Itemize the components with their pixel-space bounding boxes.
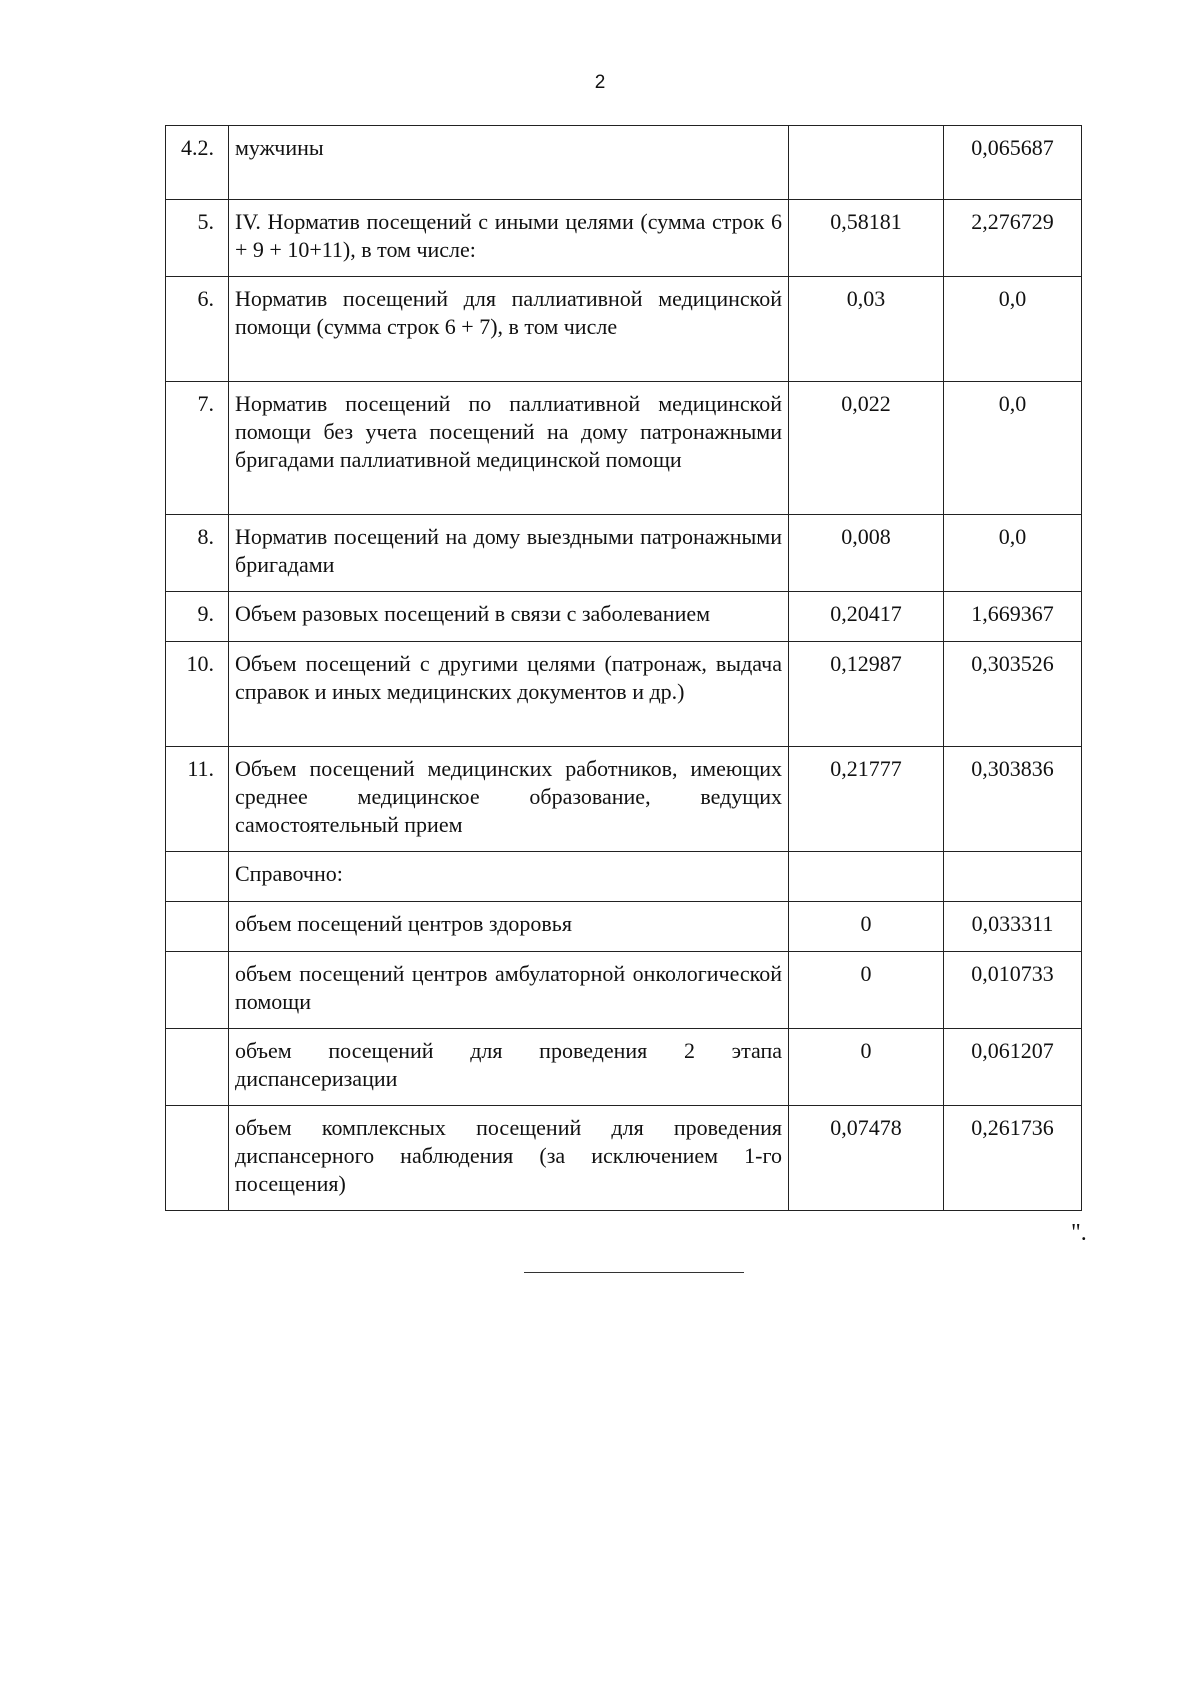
- row-value-1-cell: 0,58181: [789, 200, 944, 277]
- table-row: [166, 126, 1082, 200]
- row-value-1-cell: 0,20417: [789, 592, 944, 642]
- row-number-cell: [166, 1029, 229, 1106]
- table-row: [166, 1106, 1082, 1211]
- row-number-cell: 4.2.: [166, 126, 229, 200]
- row-value-2-cell: 0,061207: [944, 1029, 1082, 1106]
- closing-quote: ".: [1071, 1220, 1087, 1246]
- row-number-cell: 5.: [166, 200, 229, 277]
- row-value-1-cell: [789, 126, 944, 200]
- row-description-cell: мужчины: [229, 126, 789, 200]
- row-value-2-cell: 0,010733: [944, 952, 1082, 1029]
- table-row: [166, 382, 1082, 515]
- standards-table: [165, 125, 1082, 1211]
- row-value-2-cell: [944, 852, 1082, 902]
- row-number-cell: 6.: [166, 277, 229, 382]
- row-value-2-cell: 0,303526: [944, 642, 1082, 747]
- table-row: [166, 952, 1082, 1029]
- row-description-cell: Справочно:: [229, 852, 789, 902]
- row-number-cell: [166, 902, 229, 952]
- table-row: [166, 747, 1082, 852]
- row-description-cell: Объем разовых посещений в связи с заболеванием: [229, 592, 789, 642]
- row-description-cell: Норматив посещений на дому выездными патронажными бригадами: [229, 515, 789, 592]
- row-value-1-cell: 0,03: [789, 277, 944, 382]
- table-row: [166, 852, 1082, 902]
- row-value-2-cell: 0,033311: [944, 902, 1082, 952]
- row-value-2-cell: 0,0: [944, 515, 1082, 592]
- table-row: [166, 1029, 1082, 1106]
- row-value-2-cell: 0,065687: [944, 126, 1082, 200]
- row-description-cell: Норматив посещений по паллиативной медицинской помощи без учета посещений на дому патронажными бригадами паллиативной медицинской помощи: [229, 382, 789, 515]
- row-number-cell: 7.: [166, 382, 229, 515]
- end-separator-line: [524, 1272, 744, 1273]
- row-number-cell: [166, 952, 229, 1029]
- row-description-cell: объем посещений для проведения 2 этапа диспансеризации: [229, 1029, 789, 1106]
- table-row: [166, 642, 1082, 747]
- row-description-cell: объем посещений центров амбулаторной онкологической помощи: [229, 952, 789, 1029]
- row-description-cell: Норматив посещений для паллиативной медицинской помощи (сумма строк 6 + 7), в том числе: [229, 277, 789, 382]
- row-description-cell: объем посещений центров здоровья: [229, 902, 789, 952]
- row-value-1-cell: 0,07478: [789, 1106, 944, 1211]
- row-description-cell: объем комплексных посещений для проведения диспансерного наблюдения (за исключением 1-го посещения): [229, 1106, 789, 1211]
- row-value-1-cell: 0: [789, 902, 944, 952]
- table-row: [166, 277, 1082, 382]
- table-row: [166, 200, 1082, 277]
- row-value-1-cell: 0,12987: [789, 642, 944, 747]
- row-description-cell: IV. Норматив посещений с иными целями (сумма строк 6 + 9 + 10+11), в том числе:: [229, 200, 789, 277]
- row-number-cell: 8.: [166, 515, 229, 592]
- table-body: [166, 126, 1082, 1211]
- row-value-2-cell: 0,261736: [944, 1106, 1082, 1211]
- row-value-2-cell: 0,0: [944, 382, 1082, 515]
- row-value-2-cell: 0,303836: [944, 747, 1082, 852]
- table-row: [166, 902, 1082, 952]
- row-value-2-cell: 0,0: [944, 277, 1082, 382]
- row-number-cell: 9.: [166, 592, 229, 642]
- row-value-1-cell: 0: [789, 952, 944, 1029]
- row-value-2-cell: 2,276729: [944, 200, 1082, 277]
- table-row: [166, 515, 1082, 592]
- row-number-cell: [166, 852, 229, 902]
- row-value-1-cell: [789, 852, 944, 902]
- row-value-1-cell: 0,21777: [789, 747, 944, 852]
- row-number-cell: [166, 1106, 229, 1211]
- row-value-1-cell: 0: [789, 1029, 944, 1106]
- row-value-1-cell: 0,008: [789, 515, 944, 592]
- row-description-cell: Объем посещений с другими целями (патронаж, выдача справок и иных медицинских документов и др.): [229, 642, 789, 747]
- row-description-cell: Объем посещений медицинских работников, имеющих среднее медицинское образование, ведущих самостоятельный прием: [229, 747, 789, 852]
- row-number-cell: 11.: [166, 747, 229, 852]
- row-value-2-cell: 1,669367: [944, 592, 1082, 642]
- row-value-1-cell: 0,022: [789, 382, 944, 515]
- page-number: 2: [594, 72, 606, 93]
- row-number-cell: 10.: [166, 642, 229, 747]
- table-row: [166, 592, 1082, 642]
